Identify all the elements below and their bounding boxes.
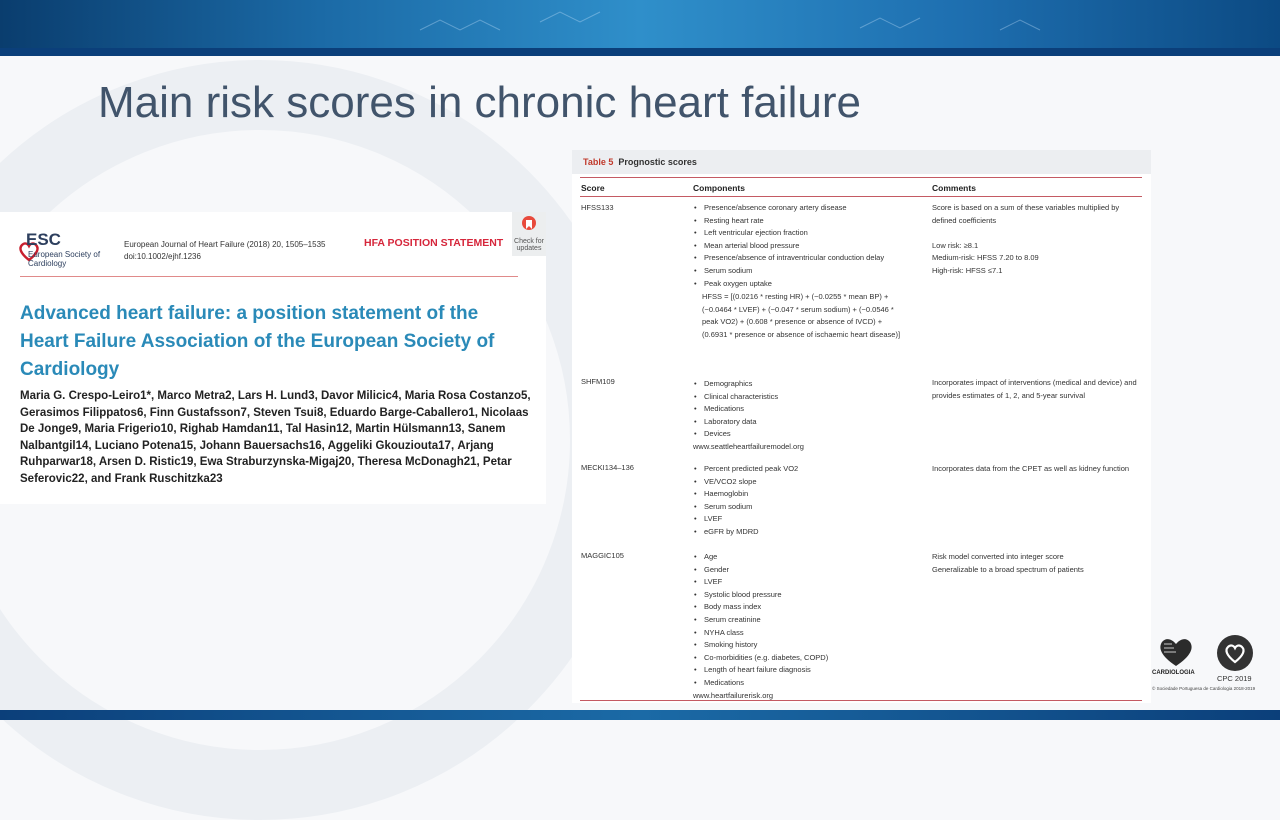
author-list: Maria G. Crespo-Leiro1*, Marco Metra2, Lars H. Lund3, Davor Milicic4, Maria Rosa Costanzo5, Gerasimos Filippatos6, Finn Gustafsson7, Steven Tsui8, Eduardo Barge-Caballero1, Nicolaas De Jonge9, Maria Frigerio10, Righab Hamdan11, Tal Hasin12, Martin Hülsmann13, Sanem Nalbantgil14, Luciano Potena15, Johann Bauersachs16, Aggeliki Gkouzioutа17, Arjang Ruhparwar18, Arsen D. Ristic19, Ewa Straburzynska-Migaj20, Theresa McDonagh21, Petar Seferovic22, and Frank Ruschitzka23 — [20, 390, 531, 485]
list-item: • Systolic blood pressure — [693, 589, 903, 602]
score-shfm: SHFM109 — [581, 377, 615, 386]
table-top-rule — [580, 177, 1142, 178]
slide-title: Main risk scores in chronic heart failure — [98, 78, 861, 127]
footer-logos — [1150, 630, 1268, 698]
list-item: • Gender — [693, 564, 903, 577]
list-item: • NYHA class — [693, 627, 903, 640]
prognostic-scores-table — [572, 150, 1151, 703]
list-item: • Haemoglobin — [693, 488, 903, 501]
footer-credit: © Sociedade Portuguesa de Cardiologia 2018-2019 — [1152, 686, 1256, 691]
list-item: • Resting heart rate — [693, 215, 903, 228]
list-item: • Clinical characteristics — [693, 391, 903, 404]
table-header-rule — [580, 196, 1142, 197]
list-item: • LVEF — [693, 576, 903, 589]
risk-medium: Medium-risk: HFSS 7.20 to 8.09 — [932, 253, 1039, 263]
components-mecki — [693, 463, 903, 539]
list-item: • eGFR by MDRD — [693, 526, 903, 539]
cpc-logo-text: CPC 2019 — [1217, 674, 1252, 683]
risk-high: High-risk: HFSS ≤7.1 — [932, 265, 1003, 275]
list-item: • LVEF — [693, 513, 903, 526]
components-maggic — [693, 551, 903, 702]
esc-logo-subtitle: European Society of Cardiology — [28, 250, 101, 268]
table-caption — [583, 157, 697, 167]
list-item: • Devices — [693, 428, 903, 441]
list-item: • Medications — [693, 677, 903, 690]
score-mecki: MECKI134–136 — [581, 463, 634, 472]
risk-low: Low risk: ≥8.1 — [932, 240, 979, 250]
comment-text: Score is based on a sum of these variables multiplied by defined coefficients — [932, 203, 1120, 225]
list-item: • Percent predicted peak VO2 — [693, 463, 903, 476]
list-item: • Smoking history — [693, 639, 903, 652]
list-item: • Medications — [693, 403, 903, 416]
list-item: • VE/VCO2 slope — [693, 476, 903, 489]
components-hfss — [693, 202, 903, 342]
list-item: • Mean arterial blood pressure — [693, 240, 903, 253]
column-header-components: Components — [693, 183, 745, 193]
check-updates-label: Check for updates — [514, 238, 544, 252]
journal-citation: European Journal of Heart Failure (2018) 20, 1505–1535 — [124, 240, 326, 249]
footer-strip — [0, 710, 1280, 720]
column-header-comments: Comments — [932, 183, 976, 193]
comments-hfss — [932, 202, 1144, 278]
list-item: • Laboratory data — [693, 416, 903, 429]
list-item: • Serum creatinine — [693, 614, 903, 627]
hfss-formula: HFSS = [(0.0216 * resting HR) + (−0.0255 * mean BP) + (−0.0464 * LVEF) + (−0.047 * serum sodium) + (−0.0546 * peak VO2) + (0.608 * presence or absence of IVCD) + (0.6931 * presence or absence of ischaemic heart disease)] — [702, 292, 901, 339]
list-item: • Length of heart failure diagnosis — [693, 664, 903, 677]
bookmark-icon — [521, 215, 537, 235]
journal-doi: doi:10.1002/ejhf.1236 — [124, 252, 201, 261]
table-caption-bar — [572, 150, 1151, 174]
banner-strip — [0, 48, 1280, 56]
list-item: • Presence/absence of intraventricular conduction delay — [693, 252, 903, 265]
list-item: • Presence/absence coronary artery disease — [693, 202, 903, 215]
list-item: • Left ventricular ejection fraction — [693, 227, 903, 240]
list-item: • Serum sodium — [693, 265, 903, 278]
article-title: Advanced heart failure: a position statement of the Heart Failure Association of the European Society of Cardiology — [20, 303, 495, 380]
article-excerpt — [0, 212, 546, 504]
table-label: Table 5 — [583, 157, 614, 167]
esc-logo-text: ESC — [26, 230, 61, 249]
maggic-link[interactable]: www.heartfailurerisk.org — [693, 690, 774, 700]
list-item: • Co-morbidities (e.g. diabetes, COPD) — [693, 652, 903, 665]
check-for-updates-badge[interactable] — [512, 212, 546, 256]
list-item: • Age — [693, 551, 903, 564]
cpc-heart-logo — [1216, 634, 1254, 672]
list-item: • Peak oxygen uptake — [693, 278, 903, 291]
journal-info — [124, 239, 325, 263]
header-rule — [20, 276, 518, 277]
comments-shfm: Incorporates impact of interventions (medical and device) and provides estimates of 1, 2, and 5-year survival — [932, 378, 1137, 400]
table-bottom-rule — [580, 700, 1142, 701]
list-item: • Body mass index — [693, 601, 903, 614]
score-maggic: MAGGIC105 — [581, 551, 624, 560]
header-banner — [0, 0, 1280, 56]
column-header-score: Score — [581, 183, 605, 193]
list-item: • Demographics — [693, 378, 903, 391]
spc-logo-text: CARDIOLOGIA — [1152, 670, 1195, 676]
shfm-link[interactable]: www.seattleheartfailuremodel.org — [693, 441, 804, 451]
comment-text: Generalizable to a broad spectrum of patients — [932, 564, 1084, 574]
comment-text: Risk model converted into integer score — [932, 552, 1064, 561]
comments-mecki: Incorporates data from the CPET as well as kidney function — [932, 464, 1130, 473]
spc-heart-logo — [1156, 634, 1196, 668]
components-shfm — [693, 378, 903, 454]
score-hfss: HFSS133 — [581, 203, 614, 212]
table-title: Prognostic scores — [618, 157, 697, 167]
comments-maggic — [932, 551, 1144, 576]
list-item: • Serum sodium — [693, 501, 903, 514]
section-tag: HFA POSITION STATEMENT — [364, 237, 504, 249]
